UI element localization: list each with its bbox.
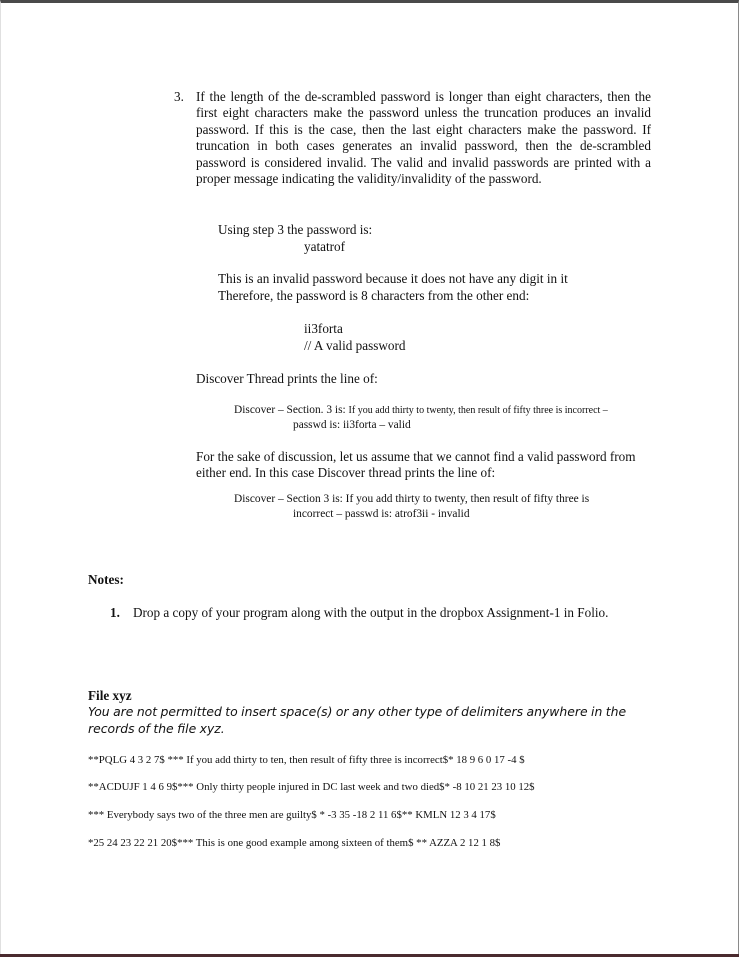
file-instruction: You are not permitted to insert space(s) or any other type of delimiters anywhere in the records of the file xyz. [88, 704, 627, 736]
discover-invalid-line2: incorrect – passwd is: atrof3ii - invalid [293, 508, 470, 520]
valid-password-comment: // A valid password [304, 338, 406, 353]
file-record: *** Everybody says two of the three men are guilty$ * -3 35 -18 2 11 6$** KMLN 12 3 4 17$ [88, 809, 496, 821]
discover-output-line2: passwd is: ii3forta – valid [293, 419, 411, 431]
step3-intro: Using step 3 the password is: [218, 222, 373, 237]
file-record: *25 24 23 22 21 20$*** This is one good example among sixteen of them$ ** AZZA 2 12 1 8$ [88, 837, 501, 849]
discussion-paragraph: For the sake of discussion, let us assume that we cannot find a valid password from either end. In this case Discover thread prints the line of: [196, 449, 636, 481]
discover-output-prefix: Discover – Section. 3 is: [234, 404, 349, 416]
discover-output-sentence: If you add thirty to twenty, then result of fifty three is incorrect – [348, 405, 608, 416]
notes-item-number: 1. [110, 605, 120, 620]
file-record: **ACDUJF 1 4 6 9$*** Only thirty people injured in DC last week and two died$* -8 10 21 23 10 12$ [88, 781, 535, 793]
valid-password: ii3forta [304, 321, 343, 336]
scrambled-password: yatatrof [304, 239, 346, 254]
discover-output-line1 [234, 403, 608, 418]
discover-invalid-line1: Discover – Section 3 is: If you add thirty to twenty, then result of fifty three is [234, 493, 590, 505]
file-heading: File xyz [88, 688, 132, 703]
item-3-paragraph: If the length of the de-scrambled password is longer than eight characters, then the first eight characters make the password unless the truncation produces an invalid password. If this is the case, then the last eight characters make the password. If truncation in both cases generates an invalid password, then the de-scrambled password is considered invalid. The valid and invalid passwords are printed with a proper message indicating the validity/invalidity of the password. [196, 89, 651, 187]
list-number-3: 3. [174, 89, 184, 104]
file-record: **PQLG 4 3 2 7$ *** If you add thirty to ten, then result of fifty three is incorrect$* 18 9 6 0 17 -4 $ [88, 754, 525, 766]
invalid-explanation-line1: This is an invalid password because it does not have any digit in it [218, 271, 568, 286]
notes-heading: Notes: [88, 572, 124, 587]
notes-item-text: Drop a copy of your program along with the output in the dropbox Assignment-1 in Folio. [133, 605, 609, 620]
invalid-explanation-line2: Therefore, the password is 8 characters from the other end: [218, 288, 530, 303]
discover-intro: Discover Thread prints the line of: [196, 371, 378, 386]
